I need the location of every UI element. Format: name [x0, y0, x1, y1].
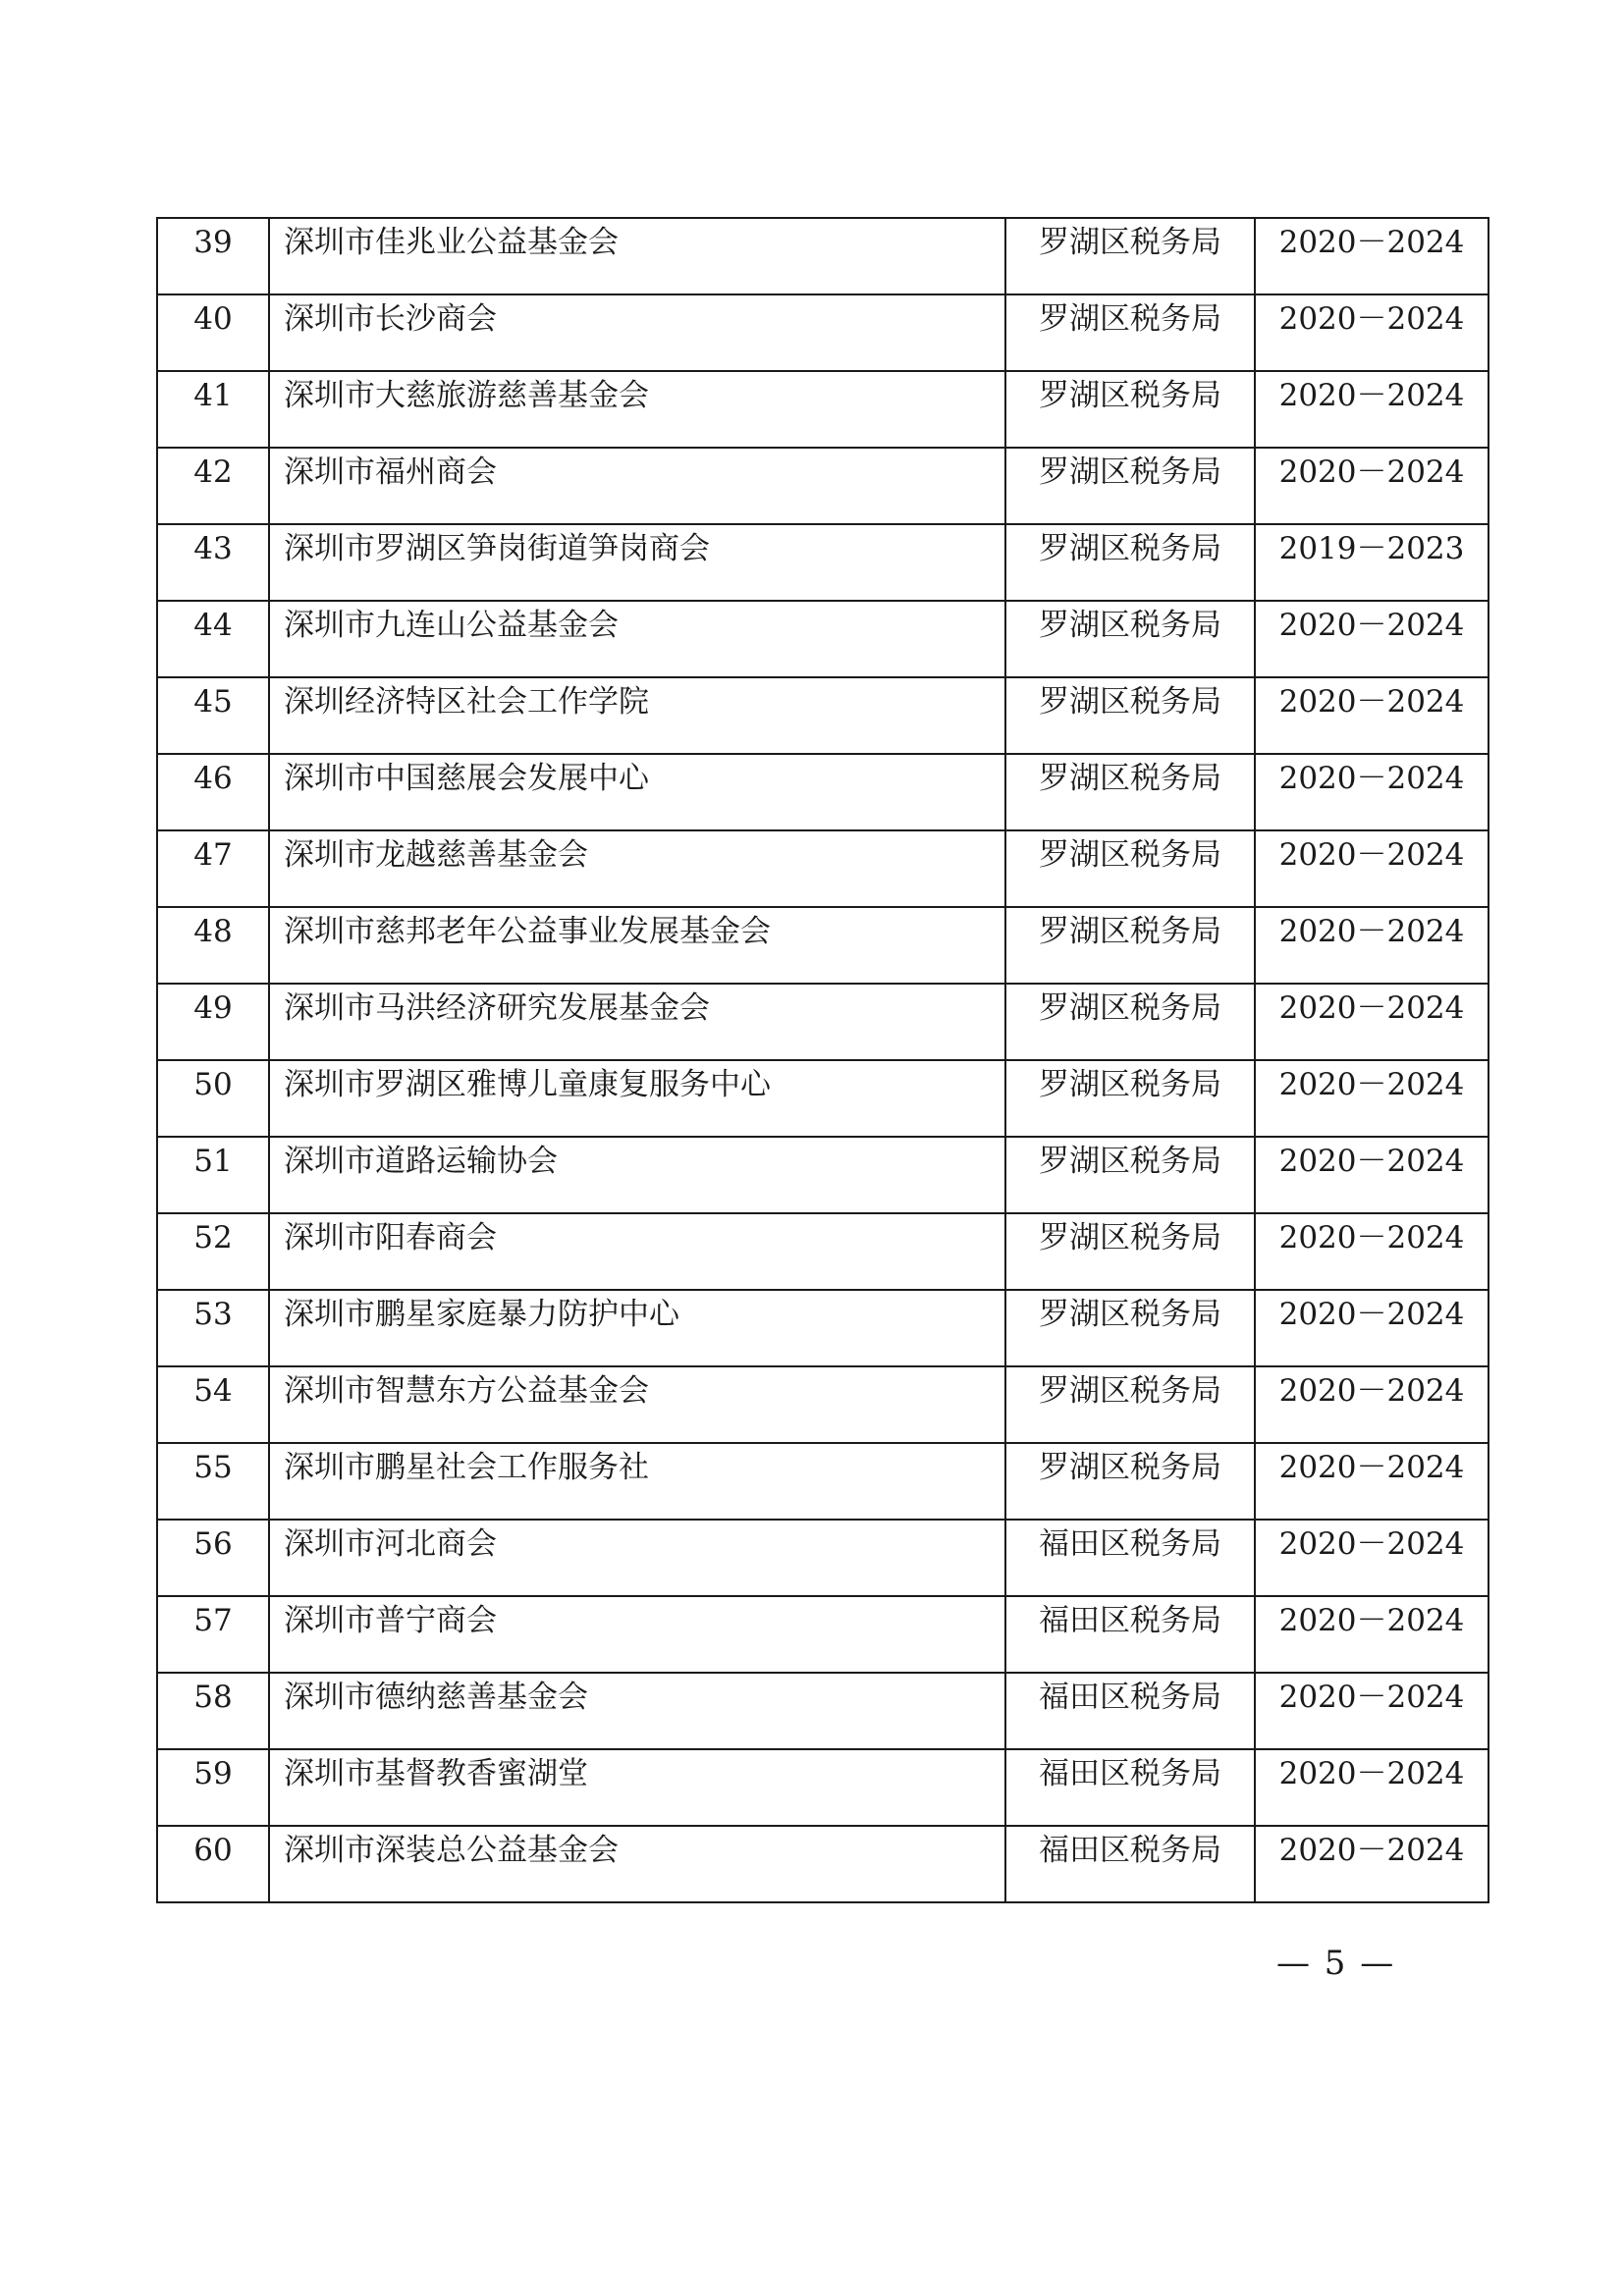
organization-name-cell — [269, 984, 1005, 1060]
validity-period-cell — [1255, 1366, 1489, 1443]
tax-bureau-cell — [1005, 524, 1255, 601]
validity-period-cell — [1255, 524, 1489, 601]
row-number-cell — [157, 984, 269, 1060]
organization-name: 深圳市河北商会 — [284, 1526, 497, 1560]
tax-bureau-cell — [1005, 677, 1255, 754]
validity-period: 2020－2024 — [1278, 761, 1465, 794]
row-number: 58 — [193, 1680, 233, 1713]
table-row — [157, 294, 1489, 371]
tax-bureau: 罗湖区税务局 — [1039, 914, 1221, 947]
row-number-cell — [157, 677, 269, 754]
row-number: 48 — [193, 914, 233, 947]
validity-period: 2020－2024 — [1278, 684, 1465, 718]
tax-bureau: 罗湖区税务局 — [1039, 990, 1221, 1024]
organization-name: 深圳市马洪经济研究发展基金会 — [284, 990, 710, 1024]
row-number: 53 — [193, 1297, 233, 1330]
row-number-cell — [157, 1137, 269, 1213]
tax-bureau-cell — [1005, 1520, 1255, 1596]
organization-name: 深圳市佳兆业公益基金会 — [284, 225, 619, 258]
organization-name-cell — [269, 601, 1005, 677]
tax-bureau: 罗湖区税务局 — [1039, 761, 1221, 794]
organization-name: 深圳市大慈旅游慈善基金会 — [284, 378, 649, 411]
row-number: 56 — [193, 1526, 233, 1560]
table-row — [157, 448, 1489, 524]
validity-period-cell — [1255, 984, 1489, 1060]
tax-bureau: 福田区税务局 — [1039, 1526, 1221, 1560]
organization-name-cell — [269, 754, 1005, 830]
tax-bureau-cell — [1005, 907, 1255, 984]
table-row — [157, 601, 1489, 677]
validity-period-cell — [1255, 218, 1489, 294]
validity-period: 2020－2024 — [1278, 990, 1465, 1024]
tax-bureau-cell — [1005, 218, 1255, 294]
validity-period: 2020－2024 — [1278, 378, 1465, 411]
table-row — [157, 1596, 1489, 1673]
row-number-cell — [157, 754, 269, 830]
validity-period-cell — [1255, 448, 1489, 524]
tax-bureau: 福田区税务局 — [1039, 1680, 1221, 1713]
tax-bureau: 罗湖区税务局 — [1039, 1373, 1221, 1407]
organization-name-cell — [269, 907, 1005, 984]
organization-name-cell — [269, 524, 1005, 601]
table-row — [157, 754, 1489, 830]
table-row — [157, 1443, 1489, 1520]
validity-period-cell — [1255, 754, 1489, 830]
organization-name-cell — [269, 1596, 1005, 1673]
tax-bureau-cell — [1005, 830, 1255, 907]
tax-bureau: 罗湖区税务局 — [1039, 837, 1221, 871]
tax-bureau-cell — [1005, 1060, 1255, 1137]
tax-bureau: 罗湖区税务局 — [1039, 1220, 1221, 1254]
row-number-cell — [157, 1673, 269, 1749]
validity-period: 2020－2024 — [1278, 1144, 1465, 1177]
organization-name-cell — [269, 1749, 1005, 1826]
validity-period-cell — [1255, 1596, 1489, 1673]
table-row — [157, 984, 1489, 1060]
tax-bureau-cell — [1005, 1673, 1255, 1749]
validity-period: 2020－2024 — [1278, 1603, 1465, 1636]
tax-bureau: 罗湖区税务局 — [1039, 225, 1221, 258]
tax-bureau: 罗湖区税务局 — [1039, 1067, 1221, 1100]
table-row — [157, 1826, 1489, 1902]
row-number: 51 — [193, 1144, 233, 1177]
validity-period: 2020－2024 — [1278, 1373, 1465, 1407]
organization-name: 深圳市普宁商会 — [284, 1603, 497, 1636]
tax-bureau: 罗湖区税务局 — [1039, 1297, 1221, 1330]
validity-period-cell — [1255, 1673, 1489, 1749]
organization-name: 深圳市罗湖区笋岗街道笋岗商会 — [284, 531, 710, 564]
organization-name: 深圳市长沙商会 — [284, 301, 497, 335]
tax-bureau: 罗湖区税务局 — [1039, 1450, 1221, 1483]
row-number: 43 — [193, 531, 233, 564]
row-number-cell — [157, 1290, 269, 1366]
table-row — [157, 371, 1489, 448]
tax-bureau-cell — [1005, 371, 1255, 448]
validity-period: 2020－2024 — [1278, 225, 1465, 258]
organization-name: 深圳市鹏星社会工作服务社 — [284, 1450, 649, 1483]
table-row — [157, 1060, 1489, 1137]
validity-period-cell — [1255, 1213, 1489, 1290]
organization-name-cell — [269, 1060, 1005, 1137]
table-row — [157, 907, 1489, 984]
organization-name-cell — [269, 677, 1005, 754]
row-number-cell — [157, 371, 269, 448]
row-number-cell — [157, 1060, 269, 1137]
row-number: 47 — [193, 837, 233, 871]
organization-name: 深圳市慈邦老年公益事业发展基金会 — [284, 914, 771, 947]
validity-period: 2020－2024 — [1278, 1756, 1465, 1789]
validity-period-cell — [1255, 1826, 1489, 1902]
row-number-cell — [157, 1366, 269, 1443]
organization-name-cell — [269, 1213, 1005, 1290]
organization-name: 深圳市深装总公益基金会 — [284, 1833, 619, 1866]
tax-bureau-cell — [1005, 448, 1255, 524]
tax-bureau: 福田区税务局 — [1039, 1756, 1221, 1789]
validity-period-cell — [1255, 1060, 1489, 1137]
row-number: 55 — [193, 1450, 233, 1483]
validity-period: 2020－2024 — [1278, 1450, 1465, 1483]
row-number-cell — [157, 218, 269, 294]
organization-name: 深圳市道路运输协会 — [284, 1144, 558, 1177]
tax-bureau-cell — [1005, 1826, 1255, 1902]
validity-period: 2020－2024 — [1278, 1833, 1465, 1866]
table-body — [157, 218, 1489, 1902]
tax-bureau-cell — [1005, 1137, 1255, 1213]
row-number-cell — [157, 294, 269, 371]
row-number-cell — [157, 830, 269, 907]
organization-name-cell — [269, 1366, 1005, 1443]
validity-period-cell — [1255, 907, 1489, 984]
table-row — [157, 1137, 1489, 1213]
tax-bureau: 罗湖区税务局 — [1039, 301, 1221, 335]
table-row — [157, 830, 1489, 907]
row-number: 52 — [193, 1220, 233, 1254]
organization-name: 深圳市基督教香蜜湖堂 — [284, 1756, 588, 1789]
table-row — [157, 524, 1489, 601]
tax-bureau: 罗湖区税务局 — [1039, 454, 1221, 488]
page-number: — 5 — — [1276, 1944, 1396, 1983]
row-number: 45 — [193, 684, 233, 718]
tax-bureau: 罗湖区税务局 — [1039, 531, 1221, 564]
validity-period: 2020－2024 — [1278, 1067, 1465, 1100]
row-number: 40 — [193, 301, 233, 335]
organization-name: 深圳市龙越慈善基金会 — [284, 837, 588, 871]
validity-period: 2020－2024 — [1278, 1680, 1465, 1713]
organization-name: 深圳市福州商会 — [284, 454, 497, 488]
tax-bureau-cell — [1005, 601, 1255, 677]
validity-period-cell — [1255, 1749, 1489, 1826]
row-number-cell — [157, 1520, 269, 1596]
row-number: 57 — [193, 1603, 233, 1636]
table-row — [157, 1520, 1489, 1596]
table-row — [157, 677, 1489, 754]
table-row — [157, 1749, 1489, 1826]
organization-name-cell — [269, 448, 1005, 524]
validity-period-cell — [1255, 1290, 1489, 1366]
tax-bureau: 福田区税务局 — [1039, 1833, 1221, 1866]
row-number: 60 — [193, 1833, 233, 1866]
table-row — [157, 1673, 1489, 1749]
organization-name: 深圳市中国慈展会发展中心 — [284, 761, 649, 794]
validity-period: 2020－2024 — [1278, 608, 1465, 641]
row-number: 54 — [193, 1373, 233, 1407]
organization-name: 深圳经济特区社会工作学院 — [284, 684, 649, 718]
row-number-cell — [157, 1596, 269, 1673]
validity-period-cell — [1255, 1137, 1489, 1213]
organization-name: 深圳市九连山公益基金会 — [284, 608, 619, 641]
organization-name: 深圳市阳春商会 — [284, 1220, 497, 1254]
validity-period: 2020－2024 — [1278, 914, 1465, 947]
organization-name-cell — [269, 830, 1005, 907]
validity-period-cell — [1255, 830, 1489, 907]
row-number-cell — [157, 1443, 269, 1520]
tax-bureau: 罗湖区税务局 — [1039, 608, 1221, 641]
validity-period: 2020－2024 — [1278, 1526, 1465, 1560]
organization-name-cell — [269, 1137, 1005, 1213]
tax-bureau-cell — [1005, 984, 1255, 1060]
row-number-cell — [157, 1213, 269, 1290]
row-number-cell — [157, 448, 269, 524]
tax-bureau-cell — [1005, 1366, 1255, 1443]
row-number: 42 — [193, 454, 233, 488]
tax-bureau-cell — [1005, 1443, 1255, 1520]
tax-bureau-cell — [1005, 754, 1255, 830]
organization-name-cell — [269, 1290, 1005, 1366]
organization-name-cell — [269, 1520, 1005, 1596]
tax-bureau-cell — [1005, 1596, 1255, 1673]
tax-bureau: 福田区税务局 — [1039, 1603, 1221, 1636]
table-row — [157, 1290, 1489, 1366]
row-number-cell — [157, 524, 269, 601]
row-number-cell — [157, 1749, 269, 1826]
table-row — [157, 1213, 1489, 1290]
organization-table — [156, 217, 1489, 1903]
tax-bureau: 罗湖区税务局 — [1039, 684, 1221, 718]
organization-name-cell — [269, 218, 1005, 294]
validity-period-cell — [1255, 1520, 1489, 1596]
organization-name: 深圳市罗湖区雅博儿童康复服务中心 — [284, 1067, 771, 1100]
row-number-cell — [157, 907, 269, 984]
validity-period: 2019－2023 — [1278, 531, 1465, 564]
row-number: 49 — [193, 990, 233, 1024]
organization-name-cell — [269, 1673, 1005, 1749]
organization-name-cell — [269, 1443, 1005, 1520]
tax-bureau: 罗湖区税务局 — [1039, 1144, 1221, 1177]
row-number: 59 — [193, 1756, 233, 1789]
row-number: 50 — [193, 1067, 233, 1100]
row-number-cell — [157, 601, 269, 677]
tax-bureau-cell — [1005, 1749, 1255, 1826]
organization-name: 深圳市德纳慈善基金会 — [284, 1680, 588, 1713]
validity-period: 2020－2024 — [1278, 1220, 1465, 1254]
validity-period: 2020－2024 — [1278, 301, 1465, 335]
row-number: 39 — [193, 225, 233, 258]
validity-period-cell — [1255, 677, 1489, 754]
table-row — [157, 218, 1489, 294]
validity-period-cell — [1255, 601, 1489, 677]
row-number-cell — [157, 1826, 269, 1902]
tax-bureau: 罗湖区税务局 — [1039, 378, 1221, 411]
organization-name: 深圳市智慧东方公益基金会 — [284, 1373, 649, 1407]
row-number: 41 — [193, 378, 233, 411]
validity-period: 2020－2024 — [1278, 1297, 1465, 1330]
validity-period-cell — [1255, 294, 1489, 371]
validity-period-cell — [1255, 1443, 1489, 1520]
tax-bureau-cell — [1005, 1213, 1255, 1290]
tax-bureau-cell — [1005, 1290, 1255, 1366]
organization-name-cell — [269, 371, 1005, 448]
row-number: 46 — [193, 761, 233, 794]
table-row — [157, 1366, 1489, 1443]
validity-period: 2020－2024 — [1278, 454, 1465, 488]
organization-name-cell — [269, 1826, 1005, 1902]
tax-bureau-cell — [1005, 294, 1255, 371]
row-number: 44 — [193, 608, 233, 641]
validity-period-cell — [1255, 371, 1489, 448]
organization-name-cell — [269, 294, 1005, 371]
organization-name: 深圳市鹏星家庭暴力防护中心 — [284, 1297, 679, 1330]
validity-period: 2020－2024 — [1278, 837, 1465, 871]
